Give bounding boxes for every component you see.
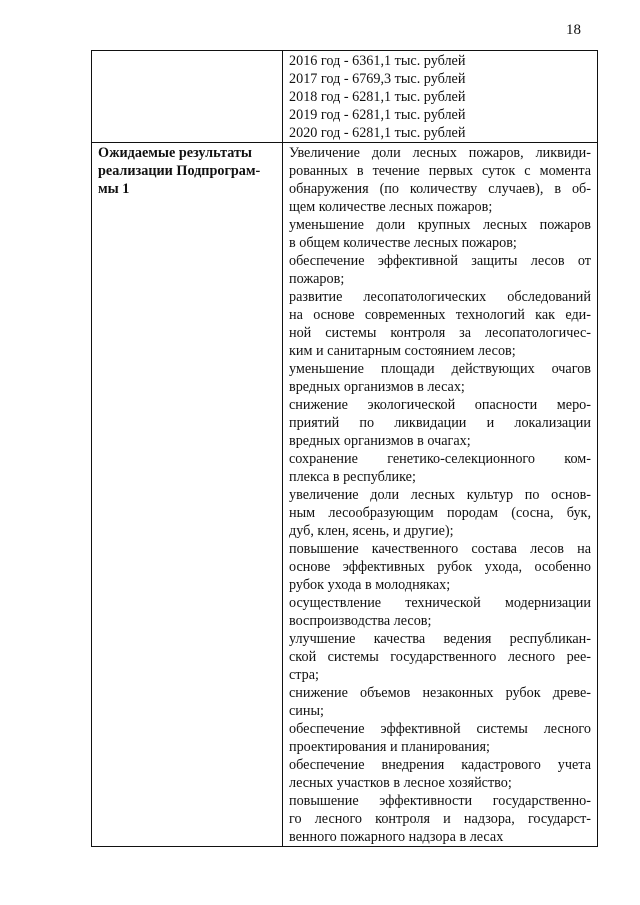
label-line: реализации Подпрограм- [98,163,261,179]
funding-line: 2018 год - 6281,1 тыс. рублей [289,89,466,105]
result-line: обеспечение эффективной защиты лесов от [289,253,591,269]
result-line: в общем количестве лесных пожаров; [289,235,517,251]
result-line: вредных организмов в очагах; [289,433,471,449]
result-line: щем количестве лесных пожаров; [289,199,493,215]
result-line: развитие лесопатологических обследований [289,289,591,305]
result-line: обеспечение внедрения кадастрового учета [289,757,591,773]
result-line: увеличение доли лесных культур по основ- [289,487,591,503]
result-line: го лесного контроля и надзора, государст- [289,811,591,827]
result-line: воспроизводства лесов; [289,613,432,629]
result-line: уменьшение площади действующих очагов [289,361,591,377]
result-line: Увеличение доли лесных пожаров, ликвиди- [289,145,591,161]
funding-value-cell [283,51,598,143]
funding-row [92,51,598,143]
page-number: 18 [566,22,581,38]
expected-results-label [98,144,276,198]
result-line: улучшение качества ведения республикан- [289,631,591,647]
result-line: ким и санитарным состоянием лесов; [289,343,516,359]
funding-line: 2017 год - 6769,3 тыс. рублей [289,71,466,87]
result-line: лесных участков в лесное хозяйство; [289,775,512,791]
result-line: проектирования и планирования; [289,739,490,755]
result-line: повышение качественного состава лесов на [289,541,591,557]
result-line: обнаружения (по количеству случаев), в об- [289,181,591,197]
result-line: пожаров; [289,271,345,287]
result-line: плекса в республике; [289,469,416,485]
result-line: на основе современных технологий как еди- [289,307,591,323]
result-line: сины; [289,703,324,719]
result-line: приятий по ликвидации и локализации [289,415,591,431]
expected-results-label-cell [92,143,283,847]
result-line: ской системы государственного лесного рее- [289,649,591,665]
expected-results-text-cell [283,143,598,847]
result-line: ным лесообразующим породам (сосна, бук, [289,505,591,521]
result-line: венного пожарного надзора в лесах [289,829,504,845]
result-line: обеспечение эффективной системы лесного [289,721,591,737]
result-line: снижение экологической опасности меро- [289,397,591,413]
funding-line: 2019 год - 6281,1 тыс. рублей [289,107,466,123]
funding-line: 2016 год - 6361,1 тыс. рублей [289,53,466,69]
result-line: ной системы контроля за лесопатологичес- [289,325,591,341]
result-line: основе эффективных рубок ухода, особенно [289,559,591,575]
funding-label-cell [92,51,283,143]
result-line: сохранение генетико-селекционного ком- [289,451,591,467]
result-line: дуб, клен, ясень, и другие); [289,523,454,539]
expected-results-row [92,143,598,847]
result-line: повышение эффективности государственно- [289,793,591,809]
label-line: Ожидаемые результаты [98,145,252,161]
result-line: осуществление технической модернизации [289,595,591,611]
result-line: рованных в течение первых суток с момента [289,163,591,179]
result-line: уменьшение доли крупных лесных пожаров [289,217,591,233]
result-line: снижение объемов незаконных рубок древе- [289,685,591,701]
result-line: рубок ухода в молодняках; [289,577,451,593]
result-line: стра; [289,667,320,683]
result-line: вредных организмов в лесах; [289,379,465,395]
label-line: мы 1 [98,181,130,197]
expected-results-text [289,144,591,846]
funding-line: 2020 год - 6281,1 тыс. рублей [289,125,466,141]
subprogram-table [91,50,598,847]
